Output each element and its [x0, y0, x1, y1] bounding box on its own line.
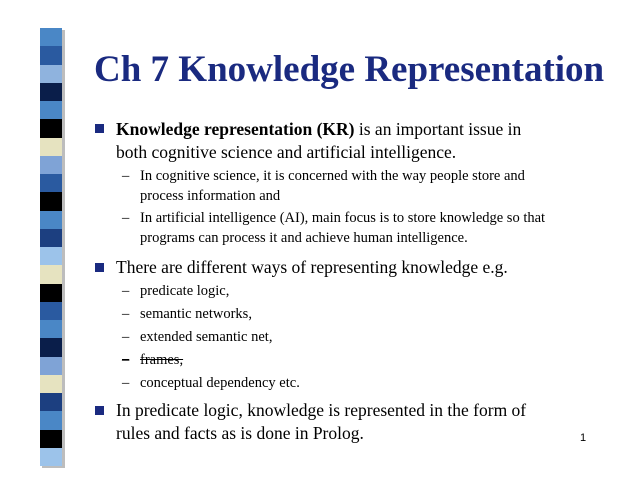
dash-icon: – [122, 329, 130, 345]
dash-icon: – [122, 283, 130, 299]
strip-block [40, 320, 62, 338]
strip-block [40, 211, 62, 229]
decorative-strip [40, 28, 62, 466]
bullet-1-line-2: both cognitive science and artificial intelligence. [116, 142, 457, 162]
strip-block [40, 338, 62, 356]
bullet-3-line-2: rules and facts as is done in Prolog. [116, 423, 364, 443]
strip-block [40, 46, 62, 64]
strip-block [40, 411, 62, 429]
sub-2-4: frames, [140, 352, 184, 368]
strip-block [40, 375, 62, 393]
strip-block [40, 65, 62, 83]
bullet-square-icon [95, 263, 104, 272]
strip-block [40, 284, 62, 302]
bullet-2-text: There are different ways of representing knowledge e.g. [116, 257, 508, 277]
page-number: 1 [580, 432, 587, 444]
strip-block [40, 174, 62, 192]
strip-block [40, 357, 62, 375]
sub-2-1: predicate logic, [140, 283, 230, 299]
sub-2-3: extended semantic net, [140, 329, 273, 345]
dash-icon: – [122, 168, 130, 184]
bullet-1-bold: Knowledge representation (KR) [116, 119, 355, 139]
strip-block [40, 430, 62, 448]
sub-2-2: semantic networks, [140, 306, 252, 322]
dash-icon: – [122, 306, 130, 322]
strip-block [40, 138, 62, 156]
sub-2-5: conceptual dependency etc. [140, 375, 300, 391]
bullet-1-line-1 [116, 118, 521, 140]
bullet-square-icon [95, 124, 104, 133]
sub-1-2-line-2: programs can process it and achieve human intelligence. [140, 230, 468, 246]
strip-block [40, 156, 62, 174]
strip-block [40, 302, 62, 320]
bullet-3-line-1: In predicate logic, knowledge is represented in the form of [116, 400, 527, 420]
strip-block [40, 393, 62, 411]
strip-block [40, 101, 62, 119]
sub-1-1-line-2: process information and [140, 188, 281, 204]
dash-icon: – [122, 352, 130, 368]
strip-block [40, 28, 62, 46]
sub-1-2-line-1: In artificial intelligence (AI), main focus is to store knowledge so that [140, 210, 546, 226]
sub-1-1-line-1: In cognitive science, it is concerned with the way people store and [140, 168, 525, 184]
bullet-square-icon [95, 406, 104, 415]
strip-block [40, 192, 62, 210]
strip-block [40, 247, 62, 265]
strip-block [40, 83, 62, 101]
bullet-1-rest: is an important issue in [354, 119, 522, 139]
strip-shadow [62, 30, 65, 466]
dash-icon: – [122, 210, 130, 226]
dash-icon: – [122, 375, 130, 391]
strip-block [40, 265, 62, 283]
slide-title: Ch 7 Knowledge Representation [94, 49, 605, 90]
strip-shadow-bottom [42, 466, 65, 468]
strip-block [40, 229, 62, 247]
strip-block [40, 119, 62, 137]
strip-block [40, 448, 62, 466]
